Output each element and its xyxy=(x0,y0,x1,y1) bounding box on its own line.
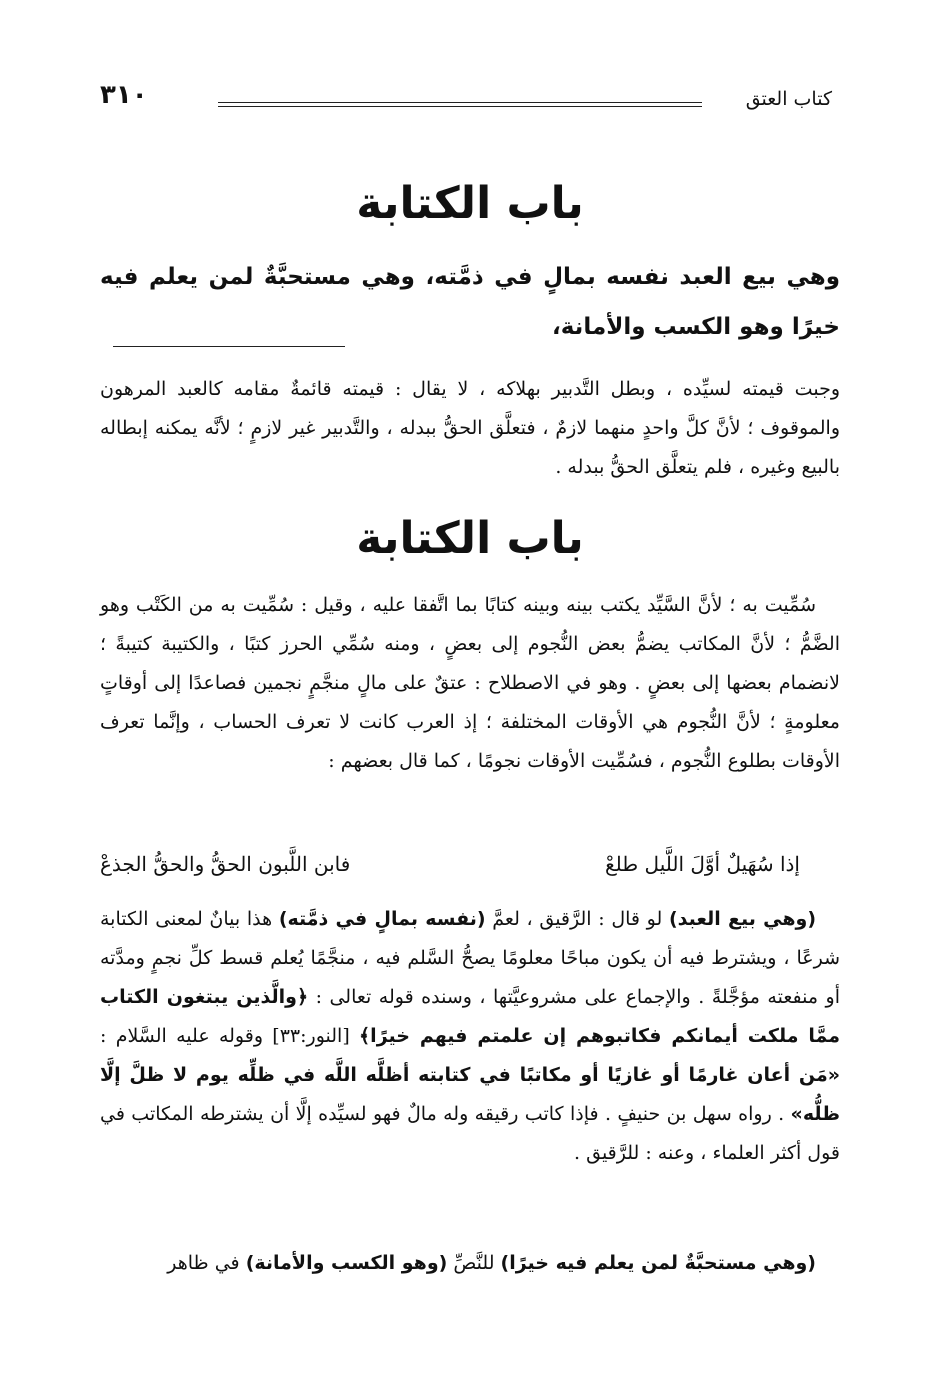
commentary-text: . رواه سهل بن حنيفٍ . فإذا كاتب رقيقه وله مالٌ فهو لسيِّده إلَّا أن يشترطه المكاتب في قول أكثر العلماء ، وعنه : للرَّقيق . xyxy=(100,1103,840,1164)
running-header xyxy=(100,80,832,124)
quran-quote: ﴿والَّذين يبتغون الكتاب ممَّا ملكت أيمانكم فكاتبوهم إن علمتم فيهم خيرًا﴾ xyxy=(100,986,840,1047)
hadith-quote: «مَن أعان غارمًا أو غازيًا أو مكاتبًا في كتابته أظلَّه اللَّه في ظلِّه يوم لا ظلَّ إلَّا ظلُّه» xyxy=(100,1064,840,1125)
matn-lemma: (وهي مستحبَّةٌ لمن يعلم فيه خيرًا) xyxy=(500,1252,816,1274)
commentary-text: هذا بيانٌ لمعنى الكتابة شرعًا ، ويشترط فيه أن يكون مباحًا معلومًا يصحُّ السَّلم فيه ، منجَّمًا يُعلم قسط كلِّ نجمٍ ومدَّته أو منفعته مؤجَّلةً . والإجماع على مشروعيَّتها ، وسنده قوله تعالى : xyxy=(100,908,840,1008)
commentary-block-3 xyxy=(100,900,840,1173)
chapter-title: باب الكتابة xyxy=(356,513,584,564)
chapter-title: باب الكتابة xyxy=(356,178,584,229)
header-rule xyxy=(218,102,702,107)
commentary-block-4 xyxy=(100,1244,840,1283)
matn-block xyxy=(100,252,840,352)
matn-lemma: (نفسه بمالٍ في ذمَّته) xyxy=(278,908,486,930)
matn-separator-rule xyxy=(113,346,345,347)
matn-text: وهي بيع العبد نفسه بمالٍ في ذمَّته، وهي مستحبَّةٌ لمن يعلم فيه خيرًا وهو الكسب والأمانة، xyxy=(100,264,840,340)
verse-hemistich-first: إذا سُهَيلٌ أوَّلَ اللَّيل طلعْ xyxy=(605,852,800,876)
commentary-text: لو قال : الرَّقيق ، لعمَّ xyxy=(485,908,669,930)
commentary-paragraph xyxy=(100,900,840,1173)
chapter-heading-2 xyxy=(100,513,840,564)
verse-hemistich-second: فابن اللَّبون الحقُّ والحقُّ الجذعْ xyxy=(100,852,351,876)
page-number: ٣١٠ xyxy=(100,80,148,110)
matn-lemma: (وهي بيع العبد) xyxy=(668,908,817,930)
commentary-paragraph xyxy=(100,1244,840,1283)
poetry-verse xyxy=(100,852,800,876)
commentary-block-2 xyxy=(100,586,840,781)
matn-lemma: (وهو الكسب والأمانة) xyxy=(245,1252,448,1274)
commentary-paragraph: وجبت قيمته لسيِّده ، وبطل التَّدبير بهلاكه ، لا يقال : قيمته قائمةٌ مقامه كالعبد المرهون والموقوف ؛ لأنَّ كلَّ واحدٍ منهما لازمٌ ، فتعلَّق الحقُّ ببدله ، والتَّدبير غير لازمٍ ؛ لأنَّه يمكنه إبطاله بالبيع وغيره ، فلم يتعلَّق الحقُّ ببدله . xyxy=(100,378,840,478)
commentary-text: في ظاهر xyxy=(167,1252,246,1274)
explanation-paragraph: سُمِّيت به ؛ لأنَّ السَّيِّد يكتب بينه وبينه كتابًا بما اتَّفقا عليه ، وقيل : سُمِّيت به من الكَتْب وهو الضَّمُّ ؛ لأنَّ المكاتب يضمُّ بعض النُّجوم إلى بعضٍ ، ومنه سُمِّي الحرز كتبًا ، والكتيبة كتيبةً ؛ لانضمام بعضها إلى بعضٍ . وهو في الاصطلاح : عتقٌ على مالٍ منجَّمٍ نجمين فصاعدًا إلى أوقاتٍ معلومةٍ ؛ لأنَّ النُّجوم هي الأوقات المختلفة ؛ إذ العرب كانت لا تعرف الحساب ، وإنَّما تعرف الأوقات بطلوع النُّجوم ، فسُمِّيت الأوقات نجومًا ، كما قال بعضهم : xyxy=(100,594,840,772)
book-title: كتاب العتق xyxy=(745,88,832,110)
chapter-heading-1 xyxy=(100,178,840,229)
commentary-text: [النور:٣٣] وقوله عليه السَّلام : xyxy=(100,1025,360,1047)
commentary-block-1 xyxy=(100,370,840,487)
commentary-text: للنَّصِّ xyxy=(447,1252,501,1274)
